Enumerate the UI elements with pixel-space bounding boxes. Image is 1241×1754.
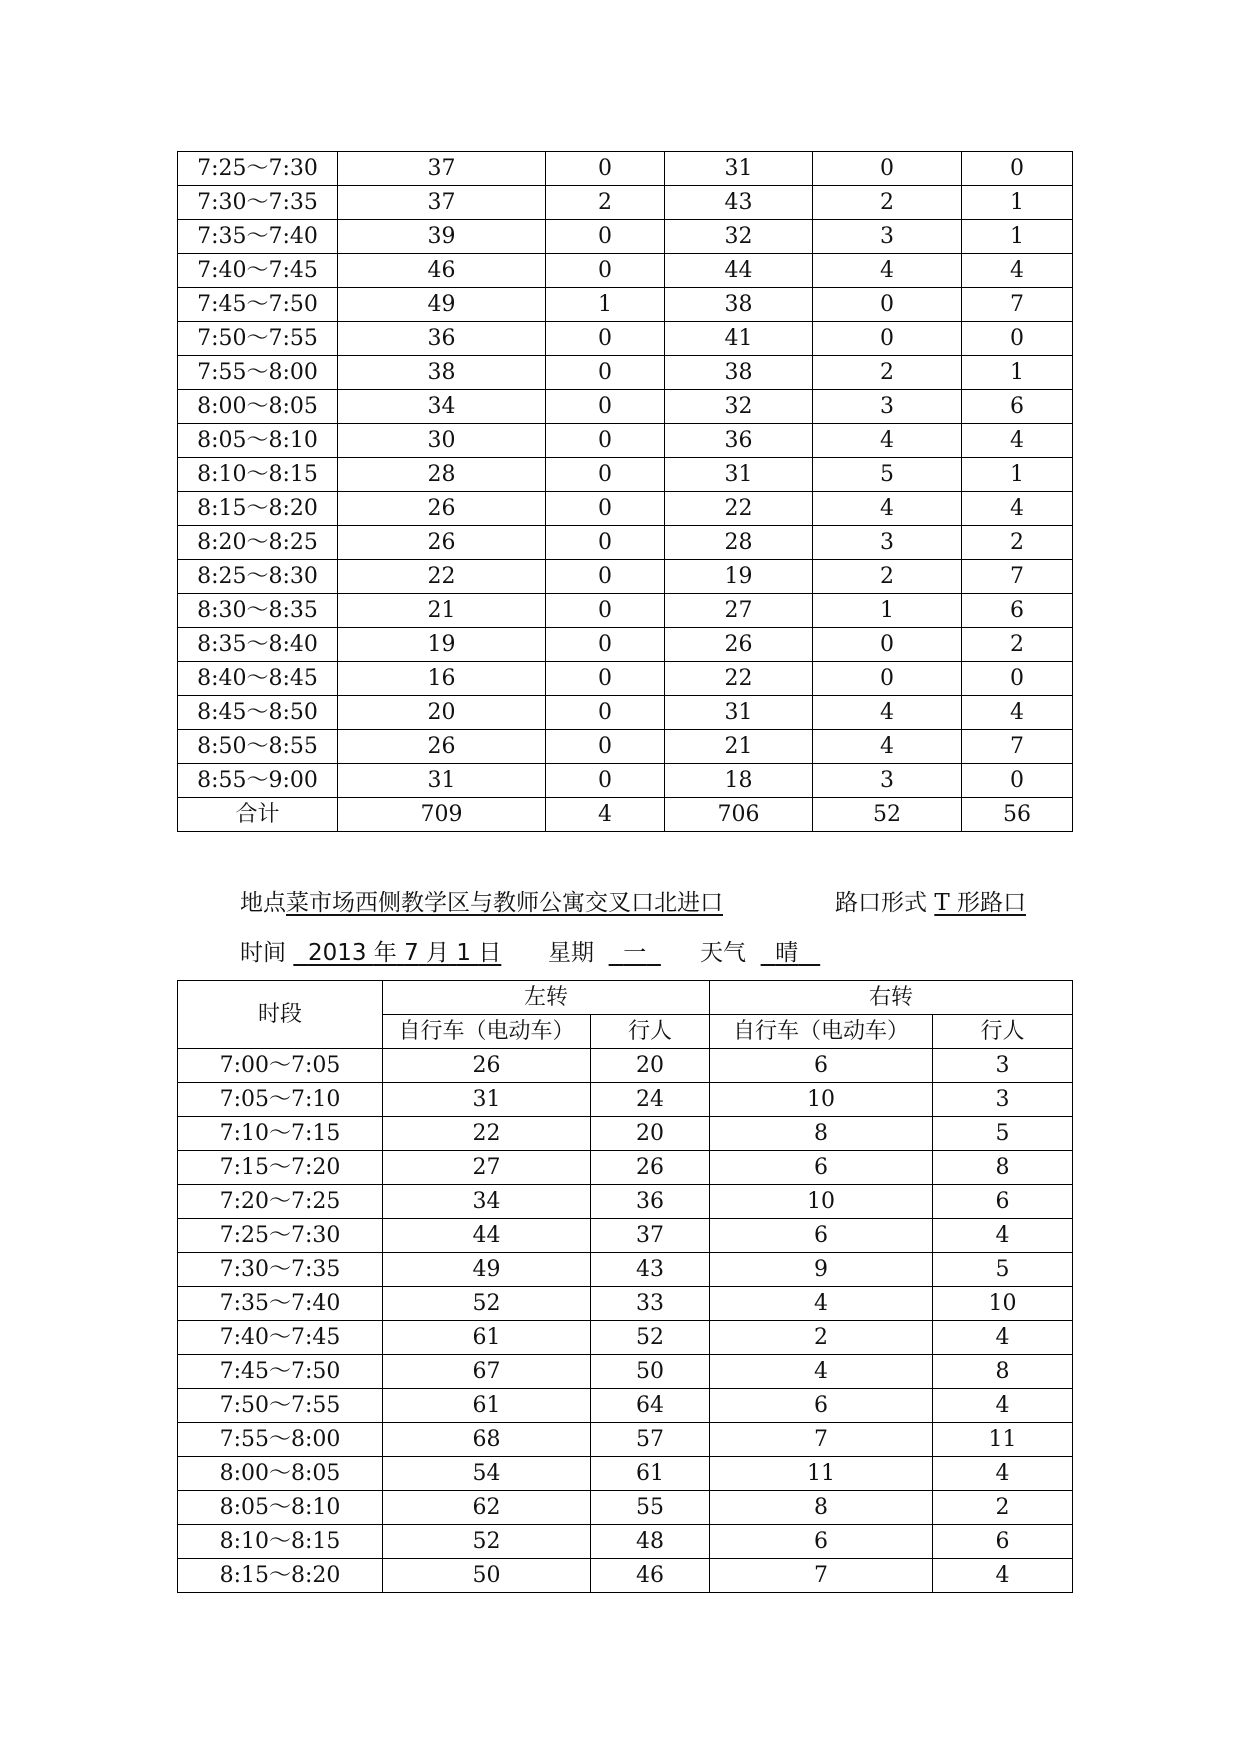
table-row	[178, 1117, 1073, 1151]
count-cell: 7	[962, 730, 1073, 764]
count-cell: 4	[933, 1457, 1073, 1491]
weather-line	[700, 942, 820, 965]
period-cell: 8:00～8:05	[178, 1457, 383, 1491]
traffic-count-table-continued	[177, 151, 1073, 832]
count-cell: 18	[665, 764, 813, 798]
period-cell: 7:50～7:55	[178, 322, 338, 356]
count-cell: 0	[546, 152, 665, 186]
header-right-turn: 右转	[710, 981, 1073, 1015]
period-cell: 7:25～7:30	[178, 152, 338, 186]
location-label: 地点	[240, 890, 286, 916]
location-line	[240, 892, 723, 915]
period-cell: 7:35～7:40	[178, 1287, 383, 1321]
intersection-form-line	[835, 892, 1026, 915]
period-cell: 7:50～7:55	[178, 1389, 383, 1423]
count-cell: 1	[546, 288, 665, 322]
table-row	[178, 1389, 1073, 1423]
table-row	[178, 322, 1073, 356]
count-cell: 37	[338, 152, 546, 186]
count-cell: 8	[933, 1355, 1073, 1389]
intersection-form-value: T 形路口	[934, 890, 1026, 916]
period-cell: 8:05～8:10	[178, 1491, 383, 1525]
count-cell: 61	[383, 1389, 591, 1423]
period-cell: 8:35～8:40	[178, 628, 338, 662]
count-cell: 0	[962, 322, 1073, 356]
count-cell: 61	[591, 1457, 710, 1491]
count-cell: 0	[546, 560, 665, 594]
table-row	[178, 424, 1073, 458]
count-cell: 9	[710, 1253, 933, 1287]
count-cell: 19	[338, 628, 546, 662]
table-row	[178, 1559, 1073, 1593]
count-cell: 36	[338, 322, 546, 356]
table1-body	[178, 152, 1073, 832]
count-cell: 21	[338, 594, 546, 628]
count-cell: 4	[813, 492, 962, 526]
count-cell: 0	[962, 764, 1073, 798]
period-cell: 7:40～7:45	[178, 254, 338, 288]
count-cell: 50	[383, 1559, 591, 1593]
period-cell: 7:25～7:30	[178, 1219, 383, 1253]
weekday-value: 一	[623, 940, 647, 966]
count-cell: 4	[933, 1321, 1073, 1355]
count-cell: 3	[813, 764, 962, 798]
count-cell: 7	[710, 1423, 933, 1457]
count-cell: 0	[813, 152, 962, 186]
count-cell: 0	[813, 288, 962, 322]
count-cell: 4	[962, 424, 1073, 458]
count-cell: 4	[962, 254, 1073, 288]
count-cell: 10	[710, 1185, 933, 1219]
count-cell: 61	[383, 1321, 591, 1355]
period-cell: 7:15～7:20	[178, 1151, 383, 1185]
count-cell: 6	[962, 390, 1073, 424]
count-cell: 4	[933, 1219, 1073, 1253]
count-cell: 43	[665, 186, 813, 220]
table-row	[178, 1083, 1073, 1117]
period-cell: 7:35～7:40	[178, 220, 338, 254]
count-cell: 49	[338, 288, 546, 322]
count-cell: 0	[546, 458, 665, 492]
count-cell: 22	[383, 1117, 591, 1151]
table-row	[178, 458, 1073, 492]
count-cell: 26	[338, 730, 546, 764]
count-cell: 2	[962, 526, 1073, 560]
count-cell: 31	[665, 696, 813, 730]
count-cell: 1	[962, 186, 1073, 220]
count-cell: 2	[546, 186, 665, 220]
count-cell: 2	[933, 1491, 1073, 1525]
count-cell: 41	[665, 322, 813, 356]
period-cell: 8:45～8:50	[178, 696, 338, 730]
date-year-char: 年	[373, 940, 397, 966]
count-cell: 22	[665, 662, 813, 696]
count-cell: 2	[962, 628, 1073, 662]
period-cell: 7:40～7:45	[178, 1321, 383, 1355]
table-row	[178, 696, 1073, 730]
count-cell: 54	[383, 1457, 591, 1491]
table2-body	[178, 1049, 1073, 1593]
count-cell: 4	[962, 492, 1073, 526]
count-cell: 3	[813, 220, 962, 254]
period-cell: 8:10～8:15	[178, 458, 338, 492]
count-cell: 16	[338, 662, 546, 696]
count-cell: 3	[813, 526, 962, 560]
count-cell: 706	[665, 798, 813, 832]
count-cell: 39	[338, 220, 546, 254]
period-cell: 7:30～7:35	[178, 1253, 383, 1287]
count-cell: 20	[338, 696, 546, 730]
count-cell: 26	[665, 628, 813, 662]
count-cell: 43	[591, 1253, 710, 1287]
subheader-right-ped: 行人	[933, 1015, 1073, 1049]
date-day: 1	[456, 940, 472, 966]
count-cell: 55	[591, 1491, 710, 1525]
period-cell: 8:10～8:15	[178, 1525, 383, 1559]
table-row	[178, 1049, 1073, 1083]
count-cell: 37	[591, 1219, 710, 1253]
period-cell: 7:30～7:35	[178, 186, 338, 220]
count-cell: 56	[962, 798, 1073, 832]
count-cell: 0	[546, 254, 665, 288]
count-cell: 33	[591, 1287, 710, 1321]
count-cell: 46	[338, 254, 546, 288]
count-cell: 11	[933, 1423, 1073, 1457]
subheader-right-bike: 自行车（电动车）	[710, 1015, 933, 1049]
header-left-turn: 左转	[383, 981, 710, 1015]
count-cell: 2	[813, 356, 962, 390]
table-row	[178, 628, 1073, 662]
count-cell: 67	[383, 1355, 591, 1389]
count-cell: 4	[710, 1287, 933, 1321]
count-cell: 31	[338, 764, 546, 798]
count-cell: 2	[813, 560, 962, 594]
weekday-line	[548, 942, 661, 965]
count-cell: 4	[933, 1389, 1073, 1423]
count-cell: 8	[933, 1151, 1073, 1185]
count-cell: 2	[813, 186, 962, 220]
header-period: 时段	[178, 981, 383, 1049]
count-cell: 30	[338, 424, 546, 458]
count-cell: 62	[383, 1491, 591, 1525]
count-cell: 1	[962, 220, 1073, 254]
count-cell: 22	[665, 492, 813, 526]
count-cell: 26	[591, 1151, 710, 1185]
table-row	[178, 1491, 1073, 1525]
table-row	[178, 1287, 1073, 1321]
count-cell: 26	[338, 526, 546, 560]
count-cell: 3	[813, 390, 962, 424]
table-row	[178, 1253, 1073, 1287]
count-cell: 5	[933, 1117, 1073, 1151]
count-cell: 52	[591, 1321, 710, 1355]
count-cell: 4	[813, 730, 962, 764]
period-cell: 7:20～7:25	[178, 1185, 383, 1219]
count-cell: 28	[665, 526, 813, 560]
period-cell: 8:05～8:10	[178, 424, 338, 458]
count-cell: 0	[546, 492, 665, 526]
count-cell: 0	[813, 322, 962, 356]
count-cell: 5	[933, 1253, 1073, 1287]
period-cell: 7:10～7:15	[178, 1117, 383, 1151]
count-cell: 10	[710, 1083, 933, 1117]
count-cell: 27	[383, 1151, 591, 1185]
count-cell: 34	[338, 390, 546, 424]
count-cell: 6	[710, 1151, 933, 1185]
count-cell: 6	[710, 1219, 933, 1253]
count-cell: 37	[338, 186, 546, 220]
table-row	[178, 1457, 1073, 1491]
count-cell: 0	[546, 390, 665, 424]
count-cell: 52	[383, 1525, 591, 1559]
count-cell: 31	[383, 1083, 591, 1117]
period-cell: 8:50～8:55	[178, 730, 338, 764]
time-label: 时间	[240, 940, 286, 966]
location-value: 菜市场西侧教学区与教师公寓交叉口北进口	[286, 890, 723, 916]
period-cell: 8:15～8:20	[178, 1559, 383, 1593]
table-row	[178, 526, 1073, 560]
weather-value: 晴	[775, 940, 799, 966]
period-cell: 8:20～8:25	[178, 526, 338, 560]
count-cell: 0	[546, 628, 665, 662]
table-row	[178, 1185, 1073, 1219]
count-cell: 4	[962, 696, 1073, 730]
period-cell: 8:55～9:00	[178, 764, 338, 798]
count-cell: 7	[962, 560, 1073, 594]
table-row	[178, 152, 1073, 186]
table-row	[178, 1321, 1073, 1355]
count-cell: 0	[962, 152, 1073, 186]
count-cell: 0	[546, 764, 665, 798]
table-row	[178, 662, 1073, 696]
table-row	[178, 186, 1073, 220]
count-cell: 52	[383, 1287, 591, 1321]
count-cell: 36	[665, 424, 813, 458]
count-cell: 22	[338, 560, 546, 594]
count-cell: 21	[665, 730, 813, 764]
date-month-char: 月	[426, 940, 450, 966]
count-cell: 38	[665, 356, 813, 390]
count-cell: 28	[338, 458, 546, 492]
count-cell: 4	[546, 798, 665, 832]
count-cell: 31	[665, 458, 813, 492]
count-cell: 8	[710, 1117, 933, 1151]
table-row	[178, 798, 1073, 832]
count-cell: 4	[933, 1559, 1073, 1593]
table-row	[178, 594, 1073, 628]
subheader-left-ped: 行人	[591, 1015, 710, 1049]
count-cell: 3	[933, 1083, 1073, 1117]
table-row	[178, 1219, 1073, 1253]
count-cell: 0	[546, 322, 665, 356]
count-cell: 44	[383, 1219, 591, 1253]
count-cell: 0	[546, 594, 665, 628]
count-cell: 0	[546, 220, 665, 254]
count-cell: 7	[710, 1559, 933, 1593]
count-cell: 0	[813, 628, 962, 662]
count-cell: 0	[813, 662, 962, 696]
count-cell: 6	[962, 594, 1073, 628]
table-row	[178, 288, 1073, 322]
count-cell: 34	[383, 1185, 591, 1219]
count-cell: 38	[338, 356, 546, 390]
period-cell: 合计	[178, 798, 338, 832]
table-row	[178, 492, 1073, 526]
count-cell: 709	[338, 798, 546, 832]
count-cell: 32	[665, 390, 813, 424]
table-row	[178, 1151, 1073, 1185]
period-cell: 7:55～8:00	[178, 1423, 383, 1457]
table-row	[178, 1525, 1073, 1559]
count-cell: 49	[383, 1253, 591, 1287]
count-cell: 44	[665, 254, 813, 288]
count-cell: 26	[338, 492, 546, 526]
count-cell: 1	[962, 458, 1073, 492]
count-cell: 19	[665, 560, 813, 594]
period-cell: 8:15～8:20	[178, 492, 338, 526]
count-cell: 6	[710, 1049, 933, 1083]
count-cell: 4	[813, 696, 962, 730]
count-cell: 64	[591, 1389, 710, 1423]
count-cell: 26	[383, 1049, 591, 1083]
count-cell: 0	[546, 662, 665, 696]
count-cell: 24	[591, 1083, 710, 1117]
period-cell: 8:00～8:05	[178, 390, 338, 424]
count-cell: 20	[591, 1049, 710, 1083]
time-line	[240, 942, 501, 965]
table-row	[178, 1355, 1073, 1389]
count-cell: 32	[665, 220, 813, 254]
period-cell: 7:45～7:50	[178, 288, 338, 322]
count-cell: 36	[591, 1185, 710, 1219]
count-cell: 6	[710, 1389, 933, 1423]
period-cell: 8:25～8:30	[178, 560, 338, 594]
count-cell: 52	[813, 798, 962, 832]
count-cell: 0	[546, 730, 665, 764]
table-row	[178, 356, 1073, 390]
weekday-label: 星期	[548, 940, 594, 966]
period-cell: 8:40～8:45	[178, 662, 338, 696]
count-cell: 38	[665, 288, 813, 322]
subheader-left-bike: 自行车（电动车）	[383, 1015, 591, 1049]
table2-header	[178, 981, 1073, 1049]
count-cell: 4	[813, 254, 962, 288]
count-cell: 0	[546, 696, 665, 730]
date-day-char: 日	[478, 940, 502, 966]
count-cell: 3	[933, 1049, 1073, 1083]
count-cell: 27	[665, 594, 813, 628]
table-row	[178, 390, 1073, 424]
intersection-form-label: 路口形式	[835, 890, 927, 916]
period-cell: 7:55～8:00	[178, 356, 338, 390]
count-cell: 31	[665, 152, 813, 186]
count-cell: 20	[591, 1117, 710, 1151]
table-row	[178, 730, 1073, 764]
count-cell: 4	[710, 1355, 933, 1389]
date-value	[293, 940, 501, 966]
table-row	[178, 1423, 1073, 1457]
count-cell: 5	[813, 458, 962, 492]
count-cell: 10	[933, 1287, 1073, 1321]
count-cell: 0	[546, 356, 665, 390]
count-cell: 4	[813, 424, 962, 458]
period-cell: 8:30～8:35	[178, 594, 338, 628]
table-row	[178, 254, 1073, 288]
table-row	[178, 764, 1073, 798]
table-row	[178, 220, 1073, 254]
count-cell: 7	[962, 288, 1073, 322]
date-month: 7	[404, 940, 419, 966]
count-cell: 6	[710, 1525, 933, 1559]
turning-count-table	[177, 980, 1073, 1593]
date-year: 2013	[307, 940, 367, 966]
count-cell: 0	[546, 424, 665, 458]
weather-label: 天气	[700, 940, 746, 966]
count-cell: 0	[546, 526, 665, 560]
count-cell: 46	[591, 1559, 710, 1593]
period-cell: 7:05～7:10	[178, 1083, 383, 1117]
count-cell: 11	[710, 1457, 933, 1491]
count-cell: 2	[710, 1321, 933, 1355]
count-cell: 6	[933, 1185, 1073, 1219]
count-cell: 68	[383, 1423, 591, 1457]
count-cell: 57	[591, 1423, 710, 1457]
count-cell: 1	[962, 356, 1073, 390]
table-row	[178, 560, 1073, 594]
count-cell: 50	[591, 1355, 710, 1389]
count-cell: 1	[813, 594, 962, 628]
count-cell: 48	[591, 1525, 710, 1559]
count-cell: 6	[933, 1525, 1073, 1559]
period-cell: 7:00～7:05	[178, 1049, 383, 1083]
period-cell: 7:45～7:50	[178, 1355, 383, 1389]
count-cell: 0	[962, 662, 1073, 696]
count-cell: 8	[710, 1491, 933, 1525]
